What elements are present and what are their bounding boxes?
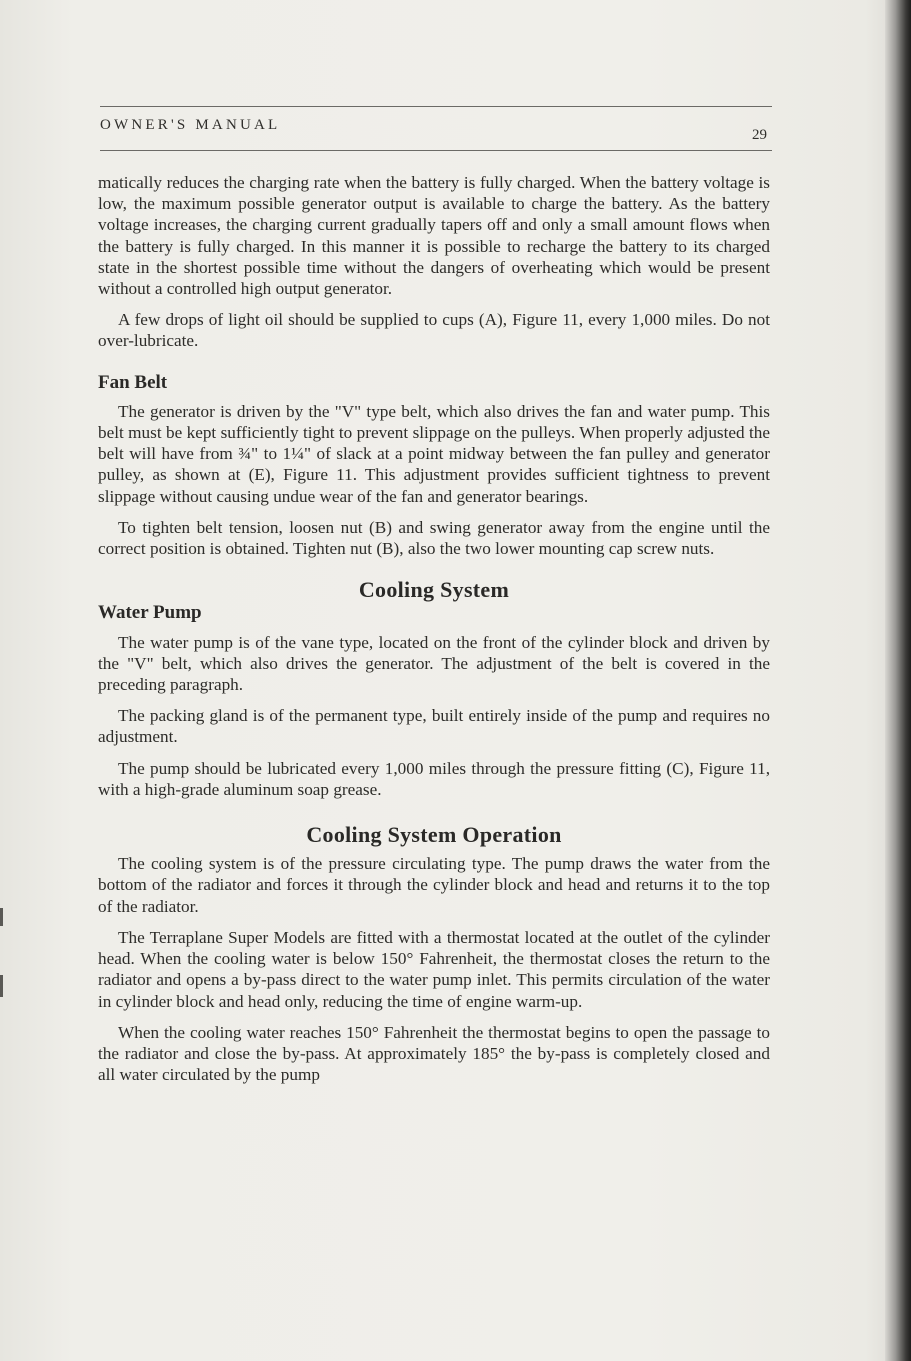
paragraph: When the cooling water reaches 150° Fahrenheit the thermostat begins to open the passage to the radiator and close the by-pass. At approximately 185° the by-pass is completely closed and all water circulated by the pump — [98, 1022, 770, 1085]
paragraph: To tighten belt tension, loosen nut (B) and swing generator away from the engine until the correct position is obtained. Tighten nut (B), also the two lower mounting cap screw nuts. — [98, 517, 770, 559]
paragraph: The water pump is of the vane type, located on the front of the cylinder block and driven by the "V" belt, which also drives the generator. The adjustment of the belt is covered in the preceding paragraph. — [98, 632, 770, 695]
paragraph: The packing gland is of the permanent type, built entirely inside of the pump and requires no adjustment. — [98, 706, 770, 747]
page-body — [98, 172, 770, 1095]
paragraph: The cooling system is of the pressure circulating type. The pump draws the water from the bottom of the radiator and forces it through the cylinder block and head and returns it to the top of the radiator. — [98, 854, 770, 916]
water-pump-heading: Water Pump — [98, 602, 202, 624]
header-rule-top — [100, 106, 772, 107]
paragraph: The Terraplane Super Models are fitted with a thermostat located at the outlet of the cylinder head. When the cooling water is below 150° Fahrenheit, the thermostat closes the return to the radiator and opens a by-pass direct to the water pump inlet. This permits circulation of the water in cylinder block and head only, reducing the time of engine warm-up. — [98, 927, 770, 1011]
margin-mark — [0, 975, 3, 997]
margin-mark — [0, 908, 3, 926]
page-binding-edge — [885, 0, 911, 1361]
paragraph: matically reduces the charging rate when the battery is fully charged. When the battery voltage is low, the maximum possible generator output is available to charge the battery. As the battery voltage increases, the charging current gradually tapers off and only a small amount flows when the battery is fully charged. In this manner it is possible to recharge the battery to its charged state in the shortest possible time without the dangers of overheating which would be present without a controlled high output generator. — [98, 173, 770, 299]
fan-belt-heading: Fan Belt — [98, 371, 168, 393]
cooling-system-title: Cooling System — [358, 577, 510, 603]
page-number: 29 — [752, 127, 767, 143]
header-rule-bottom — [100, 150, 772, 151]
paragraph: The generator is driven by the "V" type belt, which also drives the fan and water pump. This belt must be kept sufficiently tight to prevent slippage on the pulleys. When properly adjusted the belt will have from ¾" to 1¼" of slack at a point midway between the fan pulley and generator pulley, as shown at (E), Figure 11. This adjustment provides sufficient tightness to prevent slippage without causing undue wear of the fan and generator bearings. — [98, 401, 770, 506]
running-head: OWNER'S MANUAL — [100, 117, 281, 133]
cooling-operation-title: Cooling System Operation — [306, 822, 562, 848]
paragraph: The pump should be lubricated every 1,000 miles through the pressure fitting (C), Figure 11, with a high-grade aluminum soap grease. — [98, 758, 770, 799]
paragraph: A few drops of light oil should be supplied to cups (A), Figure 11, every 1,000 miles. Do not over-lubricate. — [98, 310, 770, 351]
